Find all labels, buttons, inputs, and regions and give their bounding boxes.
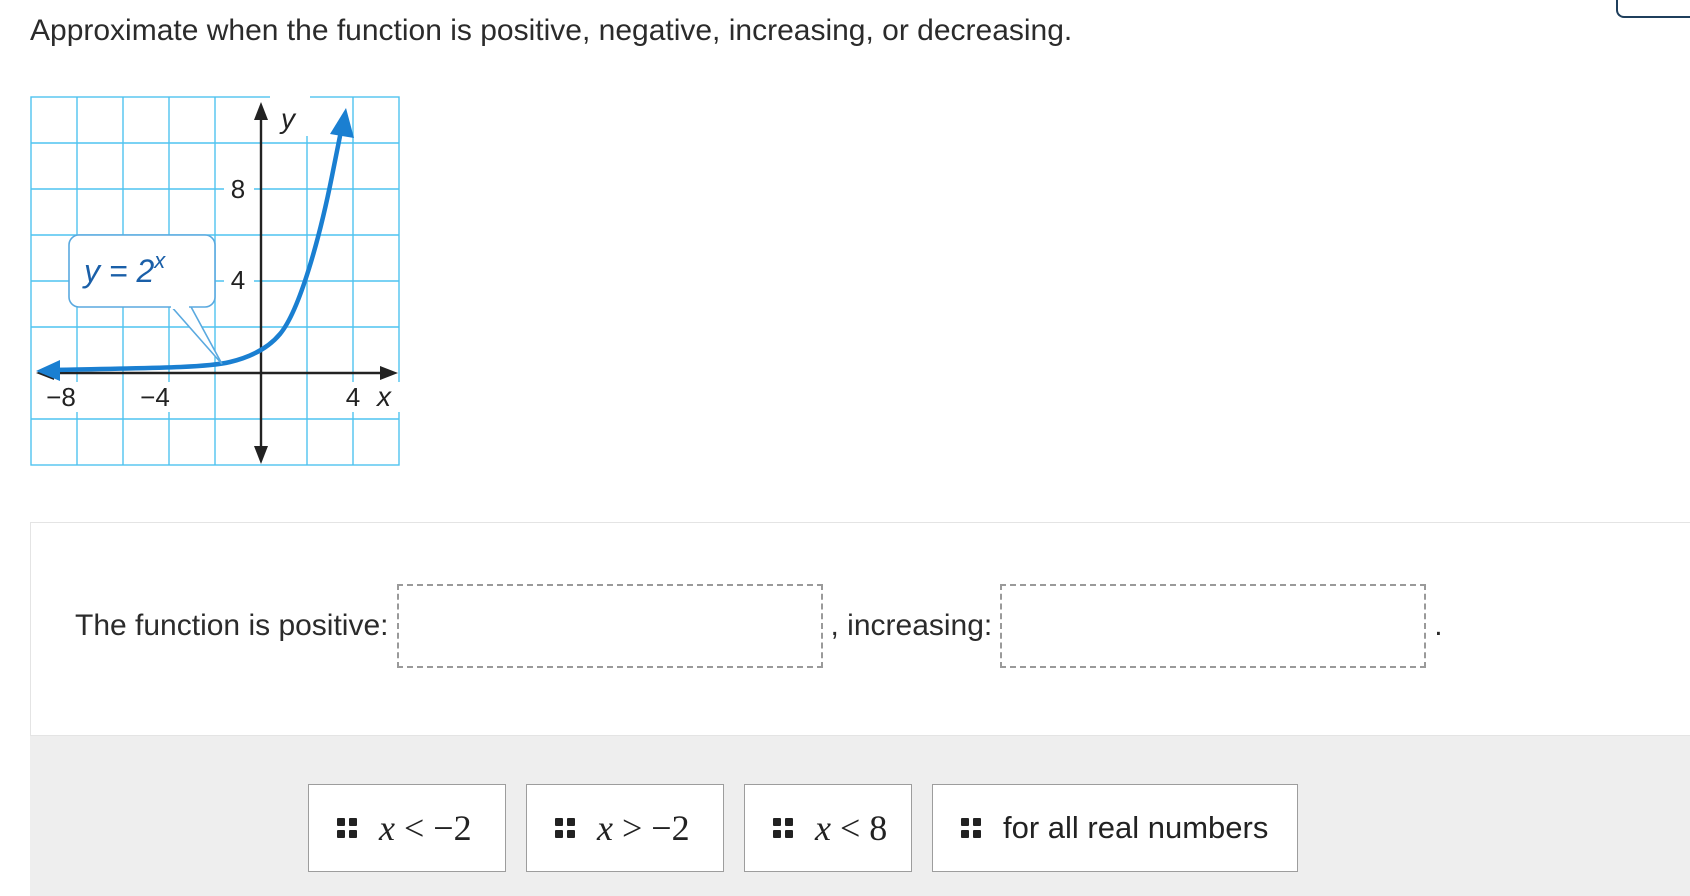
corner-button[interactable]	[1616, 0, 1690, 18]
choice-var: x	[597, 808, 613, 848]
equation-label: y = 2	[84, 253, 155, 289]
choice-tray	[30, 736, 1690, 896]
drag-handle-icon	[773, 818, 793, 838]
y-axis-arrow-up	[254, 102, 268, 120]
drag-handle-icon	[961, 818, 981, 838]
x-axis-label: x	[377, 381, 391, 412]
question-text: Approximate when the function is positive, negative, increasing, or decreasing.	[30, 14, 1073, 47]
y-tick-label: 4	[230, 265, 246, 295]
choice-val: 8	[869, 808, 888, 848]
answer-prefix: The function is positive:	[75, 609, 389, 642]
function-graph	[30, 96, 430, 496]
svg-text:y = 2x	[82, 248, 166, 289]
curve-arrow-left	[36, 360, 60, 381]
x-axis-arrow-right	[380, 366, 398, 380]
equation-exponent: x	[154, 248, 166, 273]
x-tick-label: −4	[140, 382, 170, 412]
choice-val: −2	[433, 808, 472, 848]
positive-drop-zone[interactable]	[397, 584, 823, 668]
equation-callout-pointer	[170, 305, 222, 364]
choice-val: −2	[651, 808, 690, 848]
answer-middle: , increasing:	[830, 609, 993, 642]
choice-x-greater-than-neg2[interactable]	[526, 784, 724, 872]
drag-handle-icon	[555, 818, 575, 838]
drag-handle-icon	[337, 818, 357, 838]
choice-x-less-than-8[interactable]	[744, 784, 912, 872]
y-tick-label: 8	[230, 174, 246, 204]
x-tick-label: 4	[345, 382, 361, 412]
answer-panel	[30, 522, 1690, 736]
choice-var: x	[379, 808, 395, 848]
choice-var: x	[815, 808, 831, 848]
choice-x-less-than-neg2[interactable]	[308, 784, 506, 872]
y-axis-label: y	[281, 103, 295, 134]
x-tick-label: −8	[46, 382, 76, 412]
choice-op: <	[839, 808, 861, 848]
increasing-drop-zone[interactable]	[1000, 584, 1426, 668]
choice-op: >	[621, 808, 643, 848]
choice-text: for all real numbers	[1003, 810, 1269, 845]
choice-all-real-numbers[interactable]	[932, 784, 1298, 872]
y-axis-arrow-down	[254, 446, 268, 464]
answer-suffix: .	[1434, 609, 1443, 642]
choice-op: <	[403, 808, 425, 848]
answer-sentence	[75, 583, 1443, 669]
curve-arrow-up	[330, 108, 354, 138]
